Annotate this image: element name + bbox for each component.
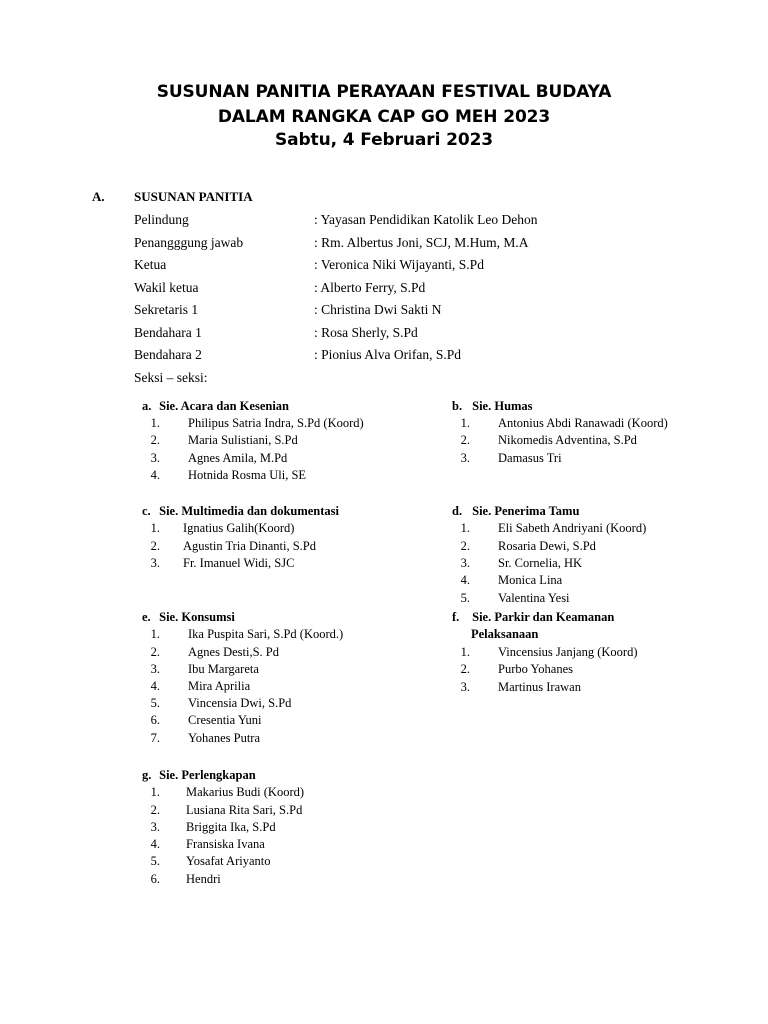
group-title: Sie. Parkir dan Keamanan bbox=[472, 610, 615, 624]
item-name: Antonius Abdi Ranawadi (Koord) bbox=[498, 416, 668, 430]
role-label: Bendahara 1 bbox=[134, 325, 202, 340]
item-number: 4. bbox=[460, 573, 470, 587]
item-name: Damasus Tri bbox=[498, 451, 562, 465]
item-number: 5. bbox=[460, 591, 470, 605]
item-number: 2. bbox=[150, 803, 160, 817]
item-number: 3. bbox=[460, 680, 470, 694]
item-name: Agnes Amila, M.Pd bbox=[188, 451, 288, 465]
role-label: Wakil ketua bbox=[134, 280, 199, 295]
group-letter: a. bbox=[142, 399, 152, 413]
item-name: Cresentia Yuni bbox=[188, 713, 262, 727]
item-name: Vincensius Janjang (Koord) bbox=[498, 645, 638, 659]
group-letter: e. bbox=[142, 610, 151, 624]
item-name: Makarius Budi (Koord) bbox=[186, 785, 305, 799]
item-name: Maria Sulistiani, S.Pd bbox=[188, 433, 298, 447]
item-name: Ignatius Galih(Koord) bbox=[183, 521, 295, 535]
item-number: 2. bbox=[150, 539, 160, 553]
role-value: : Yayasan Pendidikan Katolik Leo Dehon bbox=[314, 212, 538, 227]
role-label: Ketua bbox=[134, 257, 167, 272]
seksi-label: Seksi – seksi: bbox=[134, 370, 208, 385]
item-name: Rosaria Dewi, S.Pd bbox=[498, 539, 596, 553]
item-number: 3. bbox=[150, 820, 160, 834]
item-name: Sr. Cornelia, HK bbox=[498, 556, 583, 570]
group-heading bbox=[142, 768, 256, 783]
group-penerima-tamu bbox=[452, 504, 752, 610]
item-name: Hotnida Rosma Uli, SE bbox=[188, 468, 307, 482]
item-name: Eli Sabeth Andriyani (Koord) bbox=[498, 521, 647, 535]
section-letter: A. bbox=[92, 189, 105, 204]
item-name: Monica Lina bbox=[498, 573, 563, 587]
item-number: 1. bbox=[150, 785, 160, 799]
group-acara-kesenian bbox=[142, 399, 442, 489]
item-number: 2. bbox=[150, 433, 160, 447]
item-number: 1. bbox=[460, 645, 470, 659]
item-name: Agnes Desti,S. Pd bbox=[188, 645, 279, 659]
item-number: 3. bbox=[150, 662, 160, 676]
role-value: : Christina Dwi Sakti N bbox=[314, 302, 442, 317]
item-name: Martinus Irawan bbox=[498, 680, 581, 694]
item-name: Yosafat Ariyanto bbox=[186, 854, 271, 868]
item-name: Mira Aprilia bbox=[188, 679, 251, 693]
item-name: Hendri bbox=[186, 872, 221, 886]
item-number: 3. bbox=[460, 451, 470, 465]
item-number: 2. bbox=[150, 645, 160, 659]
item-number: 6. bbox=[150, 872, 160, 886]
item-name: Fransiska Ivana bbox=[186, 837, 265, 851]
item-number: 2. bbox=[460, 433, 470, 447]
item-number: 7. bbox=[150, 731, 160, 745]
group-letter: b. bbox=[452, 399, 463, 413]
group-letter: f. bbox=[452, 610, 460, 624]
group-parkir-keamanan bbox=[452, 610, 752, 700]
item-number: 1. bbox=[460, 416, 470, 430]
role-label: Penangggung jawab bbox=[134, 235, 244, 250]
item-number: 4. bbox=[150, 468, 160, 482]
group-heading bbox=[142, 610, 235, 625]
group-heading bbox=[452, 504, 579, 519]
group-title: Sie. Humas bbox=[472, 399, 533, 413]
group-title-continued: Pelaksanaan bbox=[471, 627, 539, 641]
group-heading bbox=[452, 399, 533, 414]
item-name: Briggita Ika, S.Pd bbox=[186, 820, 276, 834]
item-number: 2. bbox=[460, 662, 470, 676]
role-value: : Alberto Ferry, S.Pd bbox=[314, 280, 426, 295]
item-name: Ika Puspita Sari, S.Pd (Koord.) bbox=[188, 627, 344, 641]
group-heading bbox=[142, 399, 289, 414]
item-number: 4. bbox=[150, 837, 160, 851]
title-line-3: Sabtu, 4 Februari 2023 bbox=[274, 130, 494, 150]
role-label: Sekretaris 1 bbox=[134, 302, 199, 317]
item-name: Yohanes Putra bbox=[188, 731, 260, 745]
group-letter: d. bbox=[452, 504, 463, 518]
title-line-2: DALAM RANGKA CAP GO MEH 2023 bbox=[217, 107, 551, 127]
group-title: Sie. Acara dan Kesenian bbox=[159, 399, 289, 413]
section-title: SUSUNAN PANITIA bbox=[134, 189, 253, 204]
group-heading bbox=[452, 610, 614, 625]
item-number: 3. bbox=[460, 556, 470, 570]
item-number: 2. bbox=[460, 539, 470, 553]
role-value: : Pionius Alva Orifan, S.Pd bbox=[314, 347, 462, 362]
role-value: : Rosa Sherly, S.Pd bbox=[314, 325, 418, 340]
group-letter: g. bbox=[142, 768, 152, 782]
role-label: Bendahara 2 bbox=[134, 347, 202, 362]
item-name: Nikomedis Adventina, S.Pd bbox=[498, 433, 637, 447]
item-number: 4. bbox=[150, 679, 160, 693]
group-title: Sie. Perlengkapan bbox=[159, 768, 256, 782]
group-title: Sie. Konsumsi bbox=[159, 610, 235, 624]
item-name: Ibu Margareta bbox=[188, 662, 259, 676]
item-number: 1. bbox=[150, 521, 160, 535]
item-name: Purbo Yohanes bbox=[498, 662, 574, 676]
item-name: Vincensia Dwi, S.Pd bbox=[188, 696, 292, 710]
item-name: Lusiana Rita Sari, S.Pd bbox=[186, 803, 303, 817]
role-value: : Veronica Niki Wijayanti, S.Pd bbox=[314, 257, 484, 272]
title-line-1: SUSUNAN PANITIA PERAYAAN FESTIVAL BUDAYA bbox=[156, 82, 612, 102]
item-name: Valentina Yesi bbox=[498, 591, 570, 605]
role-label: Pelindung bbox=[134, 212, 189, 227]
group-letter: c. bbox=[142, 504, 151, 518]
item-number: 1. bbox=[460, 521, 470, 535]
item-name: Philipus Satria Indra, S.Pd (Koord) bbox=[188, 416, 364, 430]
item-name: Fr. Imanuel Widi, SJC bbox=[183, 556, 295, 570]
item-number: 5. bbox=[150, 696, 160, 710]
group-humas bbox=[452, 399, 752, 471]
item-number: 5. bbox=[150, 854, 160, 868]
group-title: Sie. Multimedia dan dokumentasi bbox=[159, 504, 340, 518]
item-name: Agustin Tria Dinanti, S.Pd bbox=[183, 539, 317, 553]
group-title: Sie. Penerima Tamu bbox=[472, 504, 580, 518]
item-number: 1. bbox=[150, 416, 160, 430]
group-konsumsi bbox=[142, 610, 442, 750]
item-number: 6. bbox=[150, 713, 160, 727]
group-multimedia-dokumentasi bbox=[142, 504, 442, 576]
item-number: 3. bbox=[150, 451, 160, 465]
item-number: 3. bbox=[150, 556, 160, 570]
role-value: : Rm. Albertus Joni, SCJ, M.Hum, M.A bbox=[314, 235, 529, 250]
group-heading bbox=[142, 504, 339, 519]
group-perlengkapan bbox=[142, 768, 442, 892]
item-number: 1. bbox=[150, 627, 160, 641]
